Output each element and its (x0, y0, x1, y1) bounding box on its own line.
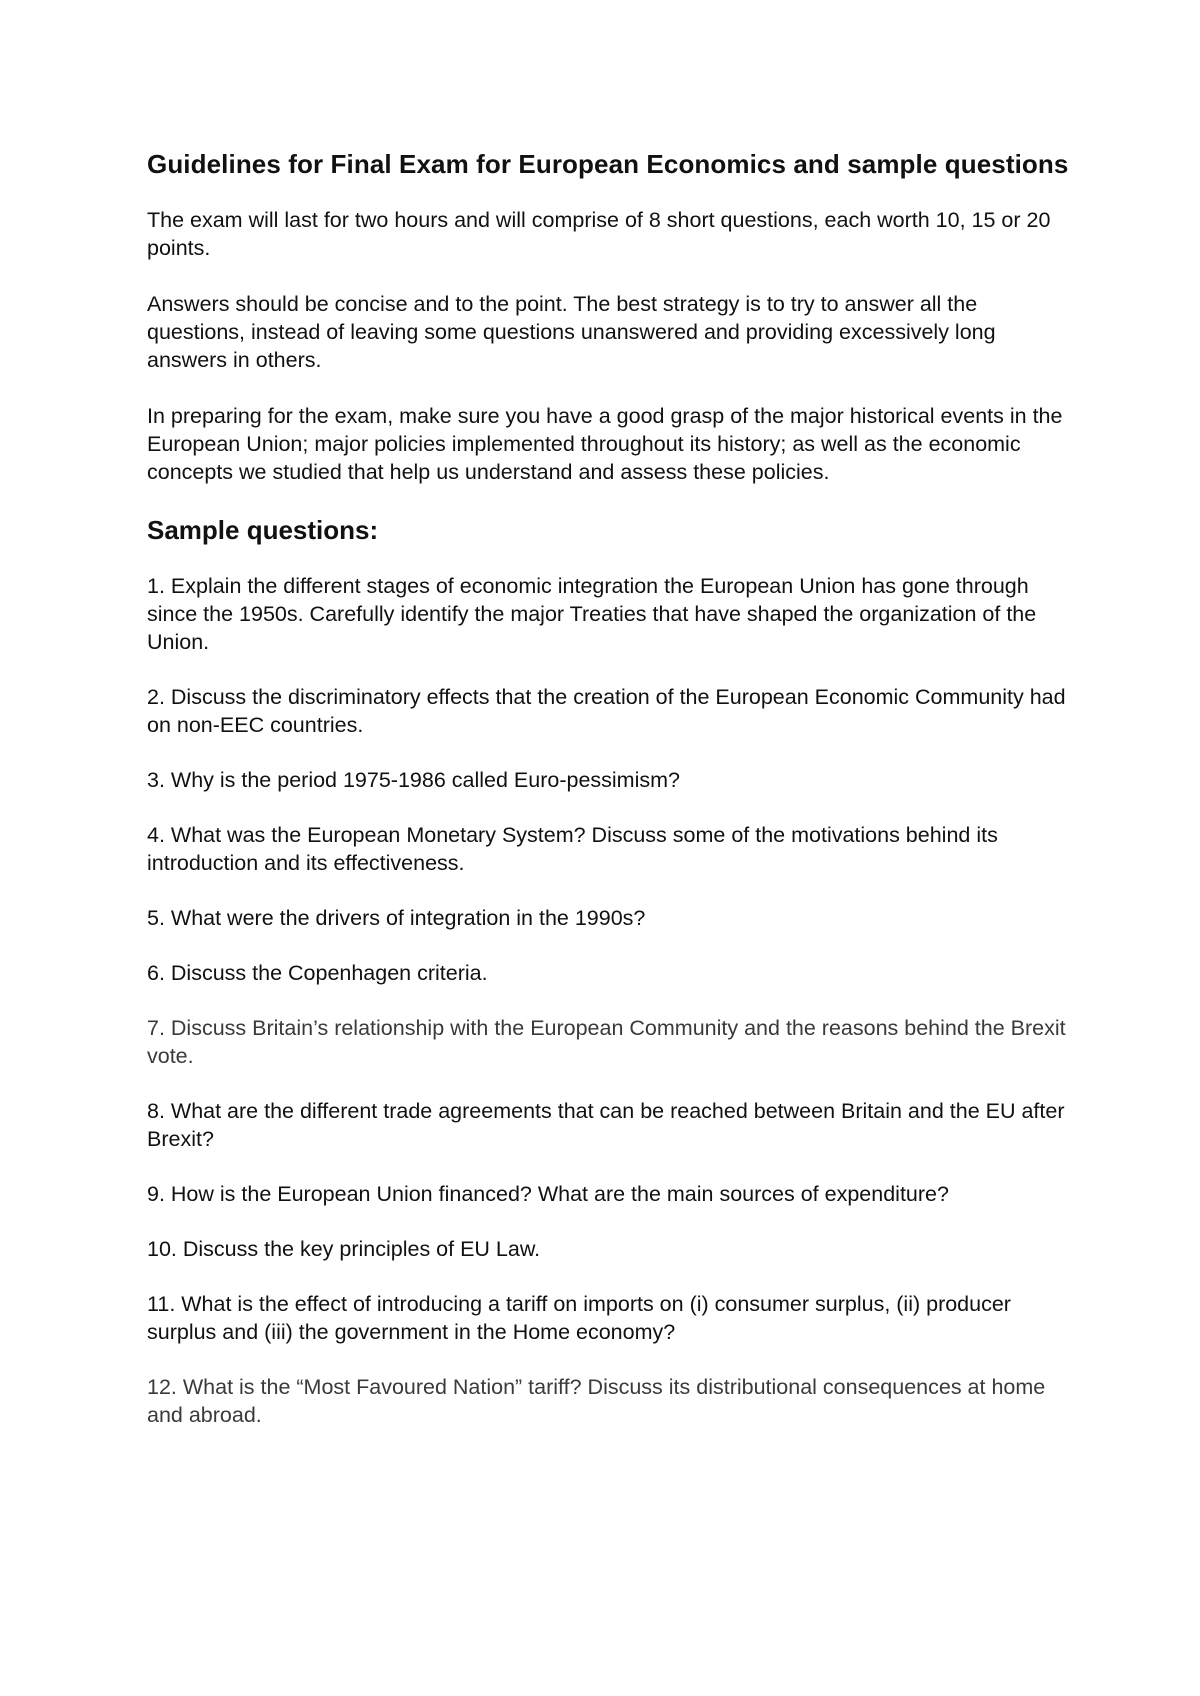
question-item: 9. How is the European Union financed? What are the main sources of expenditure? (147, 1182, 949, 1206)
question-item: 5. What were the drivers of integration in the 1990s? (147, 906, 646, 930)
question-item: 3. Why is the period 1975-1986 called Euro-pessimism? (147, 768, 680, 792)
intro-paragraph-strategy: Answers should be concise and to the point. The best strategy is to try to answer all the questions, instead of leaving some questions unanswered and providing excessively long answers in others. (147, 292, 996, 372)
question-item: 12. What is the “Most Favoured Nation” tariff? Discuss its distributional consequences at home and abroad. (147, 1375, 1046, 1427)
intro-paragraph-preparation: In preparing for the exam, make sure you have a good grasp of the major historical events in the European Union; major policies implemented throughout its history; as well as the economic concepts we studied that help us understand and assess these policies. (147, 404, 1063, 484)
question-item: 6. Discuss the Copenhagen criteria. (147, 961, 488, 985)
question-item: 4. What was the European Monetary System? Discuss some of the motivations behind its introduction and its effectiveness. (147, 823, 998, 875)
question-item: 10. Discuss the key principles of EU Law. (147, 1237, 541, 1261)
sample-questions-heading: Sample questions: (147, 515, 379, 545)
question-item: 2. Discuss the discriminatory effects that the creation of the European Economic Community had on non-EEC countries. (147, 685, 1066, 737)
question-item: 8. What are the different trade agreements that can be reached between Britain and the EU after Brexit? (147, 1099, 1065, 1151)
document-title: Guidelines for Final Exam for European Economics and sample questions (147, 149, 1069, 179)
question-item: 7. Discuss Britain’s relationship with the European Community and the reasons behind the Brexit vote. (147, 1016, 1066, 1068)
question-item: 1. Explain the different stages of economic integration the European Union has gone through since the 1950s. Carefully identify the major Treaties that have shaped the organization of the Union. (147, 574, 1037, 654)
intro-paragraph-duration: The exam will last for two hours and will comprise of 8 short questions, each worth 10, 15 or 20 points. (147, 208, 1051, 260)
question-item: 11. What is the effect of introducing a tariff on imports on (i) consumer surplus, (ii) producer surplus and (iii) the government in the Home economy? (147, 1292, 1011, 1344)
sample-questions-list (147, 572, 1070, 1429)
